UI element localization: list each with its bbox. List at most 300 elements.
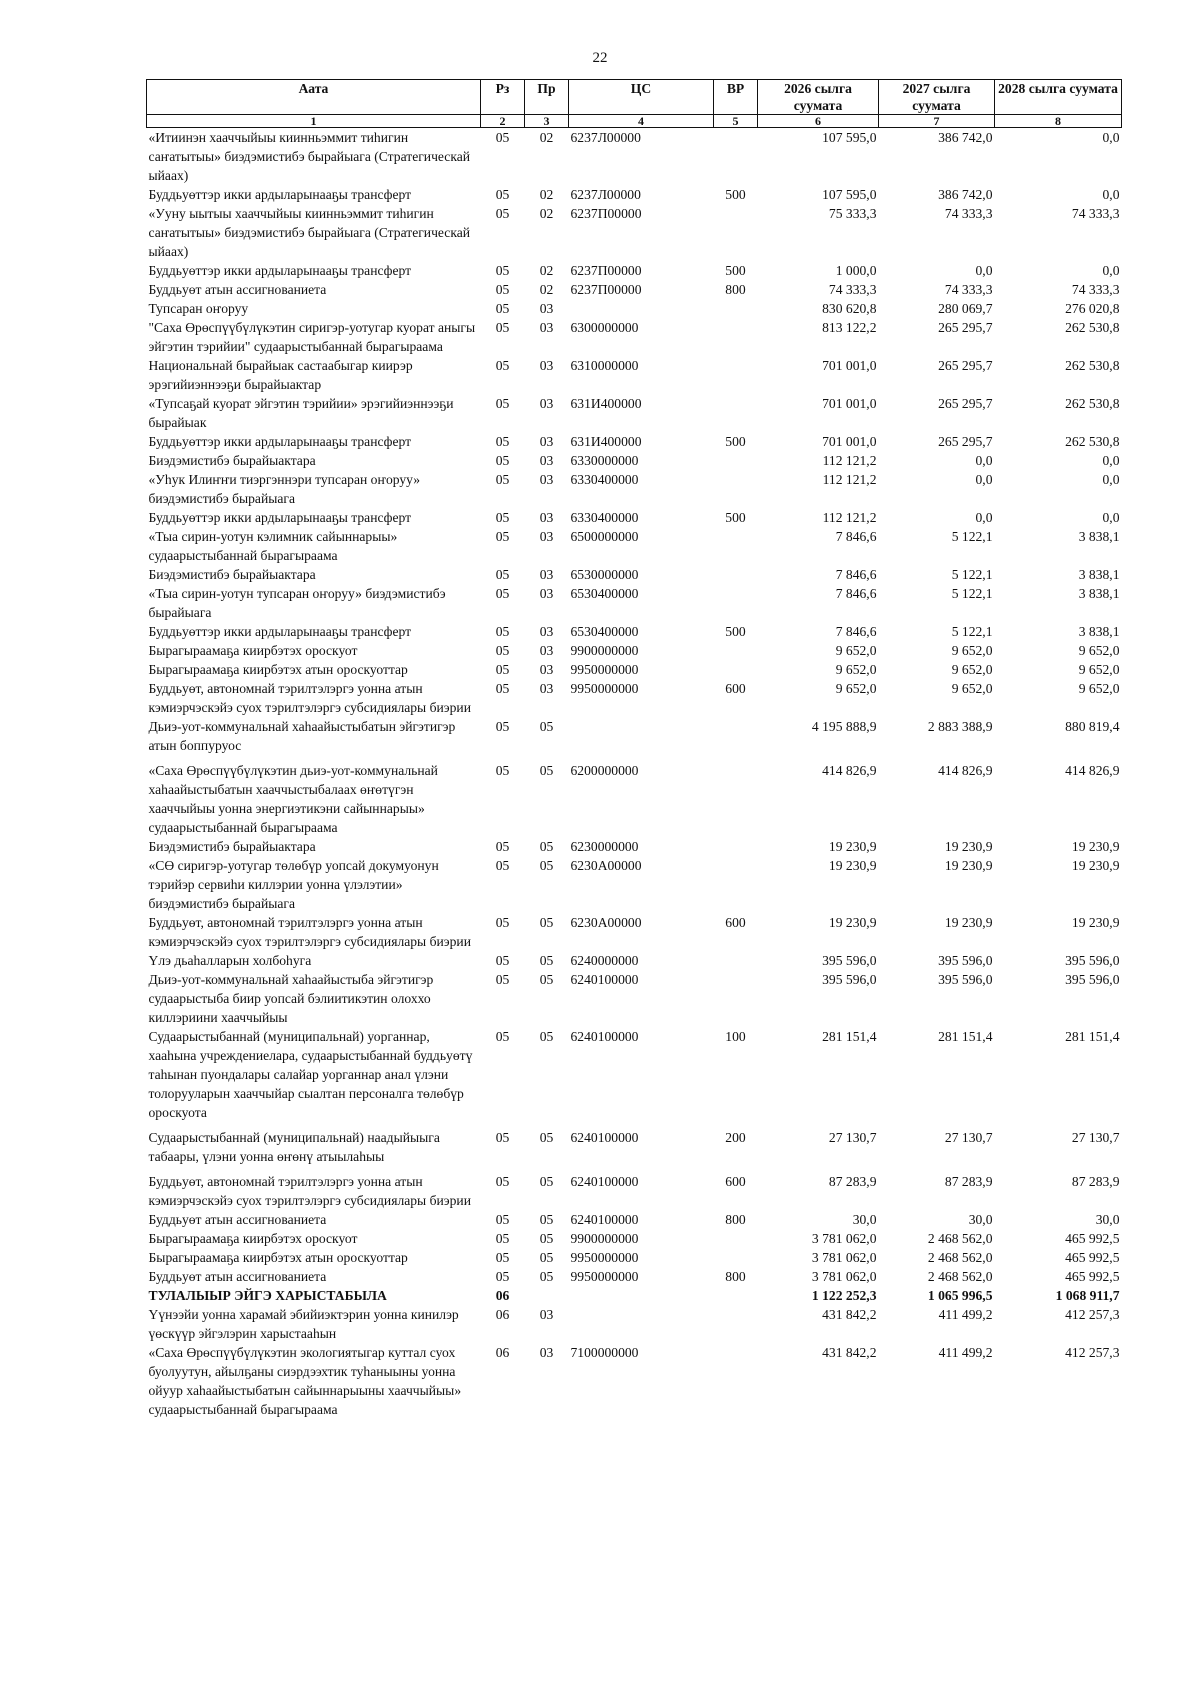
table-row xyxy=(147,584,1122,622)
row-rz: 05 xyxy=(495,763,510,778)
row-rz: 05 xyxy=(495,206,510,221)
row-amount-2026: 431 842,2 xyxy=(822,1307,877,1322)
row-rz: 05 xyxy=(495,282,510,297)
row-vr: 500 xyxy=(725,510,746,525)
row-vr: 800 xyxy=(725,282,746,297)
row-rz: 05 xyxy=(495,567,510,582)
column-number: 8 xyxy=(995,115,1122,128)
row-amount-2026: 107 595,0 xyxy=(822,130,877,145)
row-amount-2028: 0,0 xyxy=(1102,472,1120,487)
row-pr: 05 xyxy=(539,915,554,930)
row-name: Буддьуөт атын ассигнованиета xyxy=(148,1212,327,1227)
row-rz: 05 xyxy=(495,529,510,544)
row-amount-2028: 3 838,1 xyxy=(1078,624,1120,639)
row-amount-2028: 19 230,9 xyxy=(1071,858,1120,873)
row-vr xyxy=(714,1248,758,1267)
row-amount-2028: 27 130,7 xyxy=(1071,1130,1120,1145)
row-name: «Уhук Илиҥҥи тиэргэннэри тупсаран оҥоруу» биэдэмистибэ бырайыага xyxy=(148,472,421,506)
row-pr: 05 xyxy=(539,763,554,778)
row-rz: 05 xyxy=(495,187,510,202)
row-pr: 05 xyxy=(539,1269,554,1284)
row-cs: 6240100000 xyxy=(570,1130,639,1145)
row-amount-2028: 412 257,3 xyxy=(1065,1345,1120,1360)
row-amount-2027: 395 596,0 xyxy=(938,972,993,987)
row-amount-2028: 395 596,0 xyxy=(1065,953,1120,968)
row-amount-2028: 0,0 xyxy=(1102,453,1120,468)
row-rz: 05 xyxy=(495,586,510,601)
row-name: Буддьуөт, автономнай тэрилтэлэргэ уонна атын кэмиэрчэскэйэ суох тэрилтэлэргэ субсидиялары биэрии xyxy=(148,915,471,949)
row-vr xyxy=(714,394,758,432)
row-amount-2028: 465 992,5 xyxy=(1065,1250,1120,1265)
row-pr: 03 xyxy=(539,1307,554,1322)
column-header-row xyxy=(147,80,1122,115)
row-pr: 05 xyxy=(539,1130,554,1145)
row-amount-2026: 9 652,0 xyxy=(835,643,877,658)
row-cs: 6230А00000 xyxy=(570,915,642,930)
row-amount-2026: 414 826,9 xyxy=(822,763,877,778)
row-cs: 6530000000 xyxy=(570,567,639,582)
row-amount-2026: 7 846,6 xyxy=(835,529,877,544)
row-amount-2026: 30,0 xyxy=(852,1212,877,1227)
row-rz: 05 xyxy=(495,472,510,487)
row-amount-2026: 107 595,0 xyxy=(822,187,877,202)
table-row xyxy=(147,970,1122,1027)
row-name: Буддьуөттэр икки ардыларынааҕы трансферт xyxy=(148,187,412,202)
row-rz: 05 xyxy=(495,396,510,411)
table-row xyxy=(147,951,1122,970)
row-rz: 06 xyxy=(495,1288,510,1303)
column-number: 7 xyxy=(879,115,995,128)
row-pr: 05 xyxy=(539,1231,554,1246)
table-row xyxy=(147,1210,1122,1229)
row-amount-2026: 9 652,0 xyxy=(835,681,877,696)
row-vr xyxy=(714,660,758,679)
row-amount-2028: 412 257,3 xyxy=(1065,1307,1120,1322)
row-amount-2026: 7 846,6 xyxy=(835,567,877,582)
table-row xyxy=(147,280,1122,299)
row-amount-2027: 30,0 xyxy=(968,1212,993,1227)
row-name: Үлэ дьаhалларын холбоhуга xyxy=(148,953,312,968)
table-row xyxy=(147,432,1122,451)
row-amount-2027: 5 122,1 xyxy=(951,529,993,544)
row-amount-2027: 9 652,0 xyxy=(951,643,993,658)
row-pr: 03 xyxy=(539,662,554,677)
row-name: Дьиэ-уот-коммунальнай хаhаайыстыбатын эйгэтигэр атын боппуруос xyxy=(148,719,456,753)
row-amount-2028: 0,0 xyxy=(1102,510,1120,525)
row-vr: 500 xyxy=(725,434,746,449)
row-cs xyxy=(569,299,714,318)
row-vr xyxy=(714,1305,758,1343)
row-rz: 06 xyxy=(495,1307,510,1322)
row-name: «Тыа сирин-уотун кэлимник сайыннарыы» судаарыстыбаннай бырагыраама xyxy=(148,529,398,563)
row-name: Үүнээйи уонна харамай эбийиэктэрин уонна кинилэр үөскүүр эйгэлэрин харыстааhын xyxy=(148,1307,459,1341)
row-amount-2028: 0,0 xyxy=(1102,187,1120,202)
row-amount-2027: 2 468 562,0 xyxy=(927,1269,993,1284)
row-amount-2028: 74 333,3 xyxy=(1071,206,1120,221)
row-rz: 05 xyxy=(495,719,510,734)
table-row xyxy=(147,622,1122,641)
row-name: «Тыа сирин-уотун тупсаран оҥоруу» биэдэмистибэ бырайыага xyxy=(148,586,446,620)
table-row xyxy=(147,1267,1122,1286)
row-vr: 100 xyxy=(725,1029,746,1044)
row-rz: 05 xyxy=(495,858,510,873)
row-cs: 6330000000 xyxy=(570,453,639,468)
row-amount-2028: 3 838,1 xyxy=(1078,529,1120,544)
row-pr xyxy=(525,1286,569,1305)
row-name: Национальнай бырайыак састаабыгар киирэр эрэгийиэннээҕи бырайыактар xyxy=(148,358,413,392)
row-cs xyxy=(569,1286,714,1305)
table-row xyxy=(147,356,1122,394)
row-cs: 6500000000 xyxy=(570,529,639,544)
row-vr xyxy=(714,565,758,584)
column-number: 3 xyxy=(525,115,569,128)
row-amount-2027: 414 826,9 xyxy=(938,763,993,778)
row-amount-2028: 3 838,1 xyxy=(1078,567,1120,582)
row-pr: 03 xyxy=(539,529,554,544)
row-amount-2027: 19 230,9 xyxy=(944,915,993,930)
row-name: Буддьуөт, автономнай тэрилтэлэргэ уонна атын кэмиэрчэскэйэ суох тэрилтэлэргэ субсидиялары биэрии xyxy=(148,681,471,715)
row-cs xyxy=(569,717,714,755)
row-amount-2026: 19 230,9 xyxy=(828,915,877,930)
row-name: Дьиэ-уот-коммунальнай хаhаайыстыба эйгэтигэр судаарыстыба биир уопсай бэлиитикэтин олоххо киллэриини хааччыйыы xyxy=(148,972,434,1025)
row-amount-2027: 281 151,4 xyxy=(938,1029,993,1044)
row-rz: 05 xyxy=(495,839,510,854)
row-pr: 05 xyxy=(539,839,554,854)
row-amount-2027: 74 333,3 xyxy=(944,282,993,297)
row-pr: 02 xyxy=(539,187,554,202)
row-vr: 500 xyxy=(725,624,746,639)
row-amount-2026: 75 333,3 xyxy=(828,206,877,221)
row-cs: 6237Л00000 xyxy=(570,187,641,202)
table-row xyxy=(147,837,1122,856)
row-amount-2027: 2 883 388,9 xyxy=(927,719,993,734)
table-row xyxy=(147,1229,1122,1248)
row-name: ТУЛАЛЫЫР ЭЙГЭ ХАРЫСТАБЫЛА xyxy=(148,1288,387,1303)
table-row xyxy=(147,527,1122,565)
row-rz: 05 xyxy=(495,1231,510,1246)
row-amount-2027: 2 468 562,0 xyxy=(927,1231,993,1246)
row-amount-2026: 431 842,2 xyxy=(822,1345,877,1360)
row-pr: 02 xyxy=(539,263,554,278)
row-amount-2027: 411 499,2 xyxy=(938,1345,993,1360)
budget-table xyxy=(146,79,1122,1419)
row-vr xyxy=(714,527,758,565)
row-amount-2028: 3 838,1 xyxy=(1078,586,1120,601)
row-rz: 05 xyxy=(495,1174,510,1189)
row-vr xyxy=(714,717,758,755)
row-cs xyxy=(569,1305,714,1343)
row-rz: 05 xyxy=(495,263,510,278)
table-row xyxy=(147,185,1122,204)
row-amount-2028: 0,0 xyxy=(1102,263,1120,278)
row-amount-2027: 0,0 xyxy=(975,510,993,525)
row-cs: 631И400000 xyxy=(570,396,642,411)
row-cs: 6330400000 xyxy=(570,510,639,525)
row-cs: 6200000000 xyxy=(570,763,639,778)
row-rz: 05 xyxy=(495,1130,510,1145)
column-header-pr: Пр xyxy=(525,80,569,115)
row-cs: 9900000000 xyxy=(570,643,639,658)
row-amount-2026: 3 781 062,0 xyxy=(811,1231,877,1246)
row-name: "Саха Өрөспүүбүлүкэтин сиригэр-уотугар куорат аныгы эйгэтин тэрийии" судаарыстыбаннай бырагыраама xyxy=(148,320,476,354)
row-vr: 600 xyxy=(725,681,746,696)
row-amount-2027: 2 468 562,0 xyxy=(927,1250,993,1265)
row-name: Судаарыстыбаннай (муниципальнай) уорганнар, хааhына учреждениелара, судаарыстыбаннай буддьуөтү таhынан пуондалары салайар уорганнар анал үлэни толорууларын хааччыйар сыалтан персоналга төлөбүр ороскуота xyxy=(148,1029,473,1120)
row-amount-2028: 281 151,4 xyxy=(1065,1029,1120,1044)
column-number-row xyxy=(147,115,1122,128)
row-name: «СӨ сиригэр-уотугар төлөбүр уопсай докумуонун тэрийэр сервиhи киллэрии уонна үлэлэтии» биэдэмистибэ бырайыага xyxy=(148,858,439,911)
row-pr: 03 xyxy=(539,301,554,316)
row-cs: 9950000000 xyxy=(570,662,639,677)
row-amount-2028: 395 596,0 xyxy=(1065,972,1120,987)
table-row xyxy=(147,1248,1122,1267)
row-pr: 03 xyxy=(539,320,554,335)
table-row xyxy=(147,470,1122,508)
row-amount-2026: 395 596,0 xyxy=(822,953,877,968)
table-row xyxy=(147,1343,1122,1419)
table-row xyxy=(147,299,1122,318)
row-amount-2026: 19 230,9 xyxy=(828,858,877,873)
row-amount-2027: 0,0 xyxy=(975,453,993,468)
row-cs: 6240100000 xyxy=(570,1212,639,1227)
row-cs: 9900000000 xyxy=(570,1231,639,1246)
row-pr: 03 xyxy=(539,681,554,696)
row-pr: 03 xyxy=(539,453,554,468)
row-name: «Саха Өрөспүүбүлүкэтин экологиятыгар куттал суох буолуутун, айылҕаны сиэрдээхтик туhаныыны уонна ойуур хаhаайыстыбатын сайыннарыыны хааччыйыы» судаарыстыбаннай бырагыраама xyxy=(148,1345,462,1417)
row-amount-2027: 386 742,0 xyxy=(938,187,993,202)
row-amount-2026: 4 195 888,9 xyxy=(811,719,877,734)
row-amount-2026: 7 846,6 xyxy=(835,586,877,601)
row-cs: 6237П00000 xyxy=(570,282,642,297)
row-cs: 9950000000 xyxy=(570,1250,639,1265)
row-amount-2028: 9 652,0 xyxy=(1078,681,1120,696)
row-cs: 6530400000 xyxy=(570,586,639,601)
row-pr: 03 xyxy=(539,434,554,449)
row-pr: 03 xyxy=(539,586,554,601)
row-amount-2026: 830 620,8 xyxy=(822,301,877,316)
row-pr: 03 xyxy=(539,358,554,373)
row-vr xyxy=(714,128,758,186)
row-pr: 03 xyxy=(539,510,554,525)
row-vr: 600 xyxy=(725,1174,746,1189)
row-cs: 6240100000 xyxy=(570,1174,639,1189)
row-vr: 500 xyxy=(725,263,746,278)
table-row xyxy=(147,508,1122,527)
row-name: Буддьуөттэр икки ардыларынааҕы трансферт xyxy=(148,263,412,278)
row-cs: 631И400000 xyxy=(570,434,642,449)
row-amount-2028: 30,0 xyxy=(1095,1212,1120,1227)
row-amount-2026: 9 652,0 xyxy=(835,662,877,677)
row-vr xyxy=(714,1229,758,1248)
row-amount-2027: 1 065 996,5 xyxy=(927,1288,993,1303)
row-pr: 03 xyxy=(539,396,554,411)
row-amount-2028: 262 530,8 xyxy=(1065,358,1120,373)
row-amount-2027: 5 122,1 xyxy=(951,567,993,582)
row-vr xyxy=(714,856,758,913)
table-row xyxy=(147,261,1122,280)
column-number: 6 xyxy=(758,115,879,128)
row-cs: 6237П00000 xyxy=(570,206,642,221)
row-rz: 05 xyxy=(495,301,510,316)
row-vr: 600 xyxy=(725,915,746,930)
row-amount-2027: 9 652,0 xyxy=(951,662,993,677)
row-amount-2027: 411 499,2 xyxy=(938,1307,993,1322)
row-amount-2028: 276 020,8 xyxy=(1065,301,1120,316)
table-row xyxy=(147,204,1122,261)
row-amount-2028: 262 530,8 xyxy=(1065,434,1120,449)
row-rz: 05 xyxy=(495,1250,510,1265)
row-name: Биэдэмистибэ бырайыактара xyxy=(148,839,316,854)
row-name: Бырагыраамаҕа киирбэтэх ороскуот xyxy=(148,643,358,658)
row-pr: 05 xyxy=(539,953,554,968)
table-row xyxy=(147,641,1122,660)
row-amount-2028: 9 652,0 xyxy=(1078,662,1120,677)
row-amount-2027: 19 230,9 xyxy=(944,858,993,873)
row-amount-2026: 112 121,2 xyxy=(822,510,877,525)
row-amount-2028: 262 530,8 xyxy=(1065,396,1120,411)
row-amount-2027: 265 295,7 xyxy=(938,358,993,373)
row-amount-2027: 5 122,1 xyxy=(951,624,993,639)
row-rz: 05 xyxy=(495,453,510,468)
row-amount-2027: 280 069,7 xyxy=(938,301,993,316)
row-vr xyxy=(714,951,758,970)
row-vr xyxy=(714,837,758,856)
page-number: 22 xyxy=(592,50,608,66)
row-pr: 03 xyxy=(539,472,554,487)
row-cs: 6237Л00000 xyxy=(570,130,641,145)
row-rz: 05 xyxy=(495,972,510,987)
row-amount-2027: 19 230,9 xyxy=(944,839,993,854)
row-amount-2028: 9 652,0 xyxy=(1078,643,1120,658)
row-cs: 6230А00000 xyxy=(570,858,642,873)
column-header-name: Аата xyxy=(147,80,481,115)
row-pr: 05 xyxy=(539,858,554,873)
row-amount-2028: 880 819,4 xyxy=(1065,719,1120,734)
row-name: Буддьуөттэр икки ардыларынааҕы трансферт xyxy=(148,624,412,639)
row-name: Буддьуөт атын ассигнованиета xyxy=(148,282,327,297)
row-pr: 05 xyxy=(539,719,554,734)
row-rz: 05 xyxy=(495,681,510,696)
row-name: «Итиинэн хааччыйыы киинньэммит тиhигин саҥатытыы» биэдэмистибэ бырайыага (Стратегическай ыйаах) xyxy=(148,130,471,183)
row-amount-2026: 1 000,0 xyxy=(835,263,877,278)
row-pr: 02 xyxy=(539,206,554,221)
table-row xyxy=(147,913,1122,951)
row-amount-2027: 0,0 xyxy=(975,263,993,278)
row-rz: 05 xyxy=(495,624,510,639)
row-amount-2026: 27 130,7 xyxy=(828,1130,877,1145)
row-rz: 05 xyxy=(495,1269,510,1284)
row-vr xyxy=(714,451,758,470)
row-cs: 6300000000 xyxy=(570,320,639,335)
row-amount-2026: 395 596,0 xyxy=(822,972,877,987)
table-row xyxy=(147,679,1122,717)
table-row xyxy=(147,717,1122,755)
row-cs: 6240100000 xyxy=(570,1029,639,1044)
row-rz: 06 xyxy=(495,1345,510,1360)
row-amount-2026: 1 122 252,3 xyxy=(811,1288,877,1303)
column-number: 4 xyxy=(569,115,714,128)
table-row xyxy=(147,128,1122,186)
row-cs: 6310000000 xyxy=(570,358,639,373)
row-name: Биэдэмистибэ бырайыактара xyxy=(148,453,316,468)
row-name: «Ууну ыытыы хааччыйыы киинньэммит тиhигин саҥатытыы» биэдэмистибэ бырайыага (Стратегическай ыйаах) xyxy=(148,206,471,259)
table-row xyxy=(147,755,1122,837)
row-name: Буддьуөт, автономнай тэрилтэлэргэ уонна атын кэмиэрчэскэйэ суох тэрилтэлэргэ субсидиялары биэрии xyxy=(148,1174,471,1208)
row-name: Судаарыстыбаннай (муниципальнай) наадыйыыга табаары, үлэни уонна өҥөнү атыылаhыы xyxy=(148,1130,440,1164)
column-header-2026: 2026 сылга суумата xyxy=(758,80,879,115)
row-amount-2027: 265 295,7 xyxy=(938,396,993,411)
row-vr xyxy=(714,970,758,1027)
row-amount-2026: 701 001,0 xyxy=(822,358,877,373)
row-rz: 05 xyxy=(495,643,510,658)
row-amount-2026: 701 001,0 xyxy=(822,434,877,449)
table-row xyxy=(147,1305,1122,1343)
row-amount-2027: 265 295,7 xyxy=(938,434,993,449)
row-rz: 05 xyxy=(495,953,510,968)
row-vr xyxy=(714,584,758,622)
row-pr: 05 xyxy=(539,1029,554,1044)
row-vr xyxy=(714,299,758,318)
row-pr: 03 xyxy=(539,567,554,582)
row-cs: 9950000000 xyxy=(570,1269,639,1284)
row-vr: 200 xyxy=(725,1130,746,1145)
row-cs: 6230000000 xyxy=(570,839,639,854)
column-header-2027: 2027 сылга суумата xyxy=(879,80,995,115)
row-vr xyxy=(714,1286,758,1305)
row-rz: 05 xyxy=(495,320,510,335)
row-rz: 05 xyxy=(495,1212,510,1227)
row-amount-2026: 3 781 062,0 xyxy=(811,1250,877,1265)
table-row xyxy=(147,394,1122,432)
row-amount-2026: 701 001,0 xyxy=(822,396,877,411)
row-pr: 05 xyxy=(539,972,554,987)
row-cs: 6330400000 xyxy=(570,472,639,487)
row-amount-2027: 27 130,7 xyxy=(944,1130,993,1145)
row-pr: 05 xyxy=(539,1250,554,1265)
column-number: 5 xyxy=(714,115,758,128)
row-cs: 6237П00000 xyxy=(570,263,642,278)
row-amount-2028: 414 826,9 xyxy=(1065,763,1120,778)
row-amount-2028: 0,0 xyxy=(1102,130,1120,145)
row-cs: 6530400000 xyxy=(570,624,639,639)
row-amount-2028: 465 992,5 xyxy=(1065,1269,1120,1284)
table-row xyxy=(147,1286,1122,1305)
row-rz: 05 xyxy=(495,130,510,145)
row-cs: 7100000000 xyxy=(570,1345,639,1360)
row-vr xyxy=(714,204,758,261)
row-rz: 05 xyxy=(495,434,510,449)
row-vr xyxy=(714,641,758,660)
column-header-rz: Рз xyxy=(481,80,525,115)
row-vr xyxy=(714,318,758,356)
row-name: Бырагыраамаҕа киирбэтэх ороскуот xyxy=(148,1231,358,1246)
row-amount-2026: 3 781 062,0 xyxy=(811,1269,877,1284)
column-header-vr: ВР xyxy=(714,80,758,115)
row-cs: 6240000000 xyxy=(570,953,639,968)
row-pr: 03 xyxy=(539,624,554,639)
row-name: Буддьуөттэр икки ардыларынааҕы трансферт xyxy=(148,510,412,525)
table-row xyxy=(147,565,1122,584)
row-amount-2027: 265 295,7 xyxy=(938,320,993,335)
row-amount-2026: 19 230,9 xyxy=(828,839,877,854)
row-pr: 05 xyxy=(539,1174,554,1189)
row-vr xyxy=(714,755,758,837)
row-amount-2028: 465 992,5 xyxy=(1065,1231,1120,1246)
row-amount-2028: 19 230,9 xyxy=(1071,915,1120,930)
row-name: Биэдэмистибэ бырайыактара xyxy=(148,567,316,582)
row-amount-2028: 19 230,9 xyxy=(1071,839,1120,854)
row-amount-2027: 0,0 xyxy=(975,472,993,487)
